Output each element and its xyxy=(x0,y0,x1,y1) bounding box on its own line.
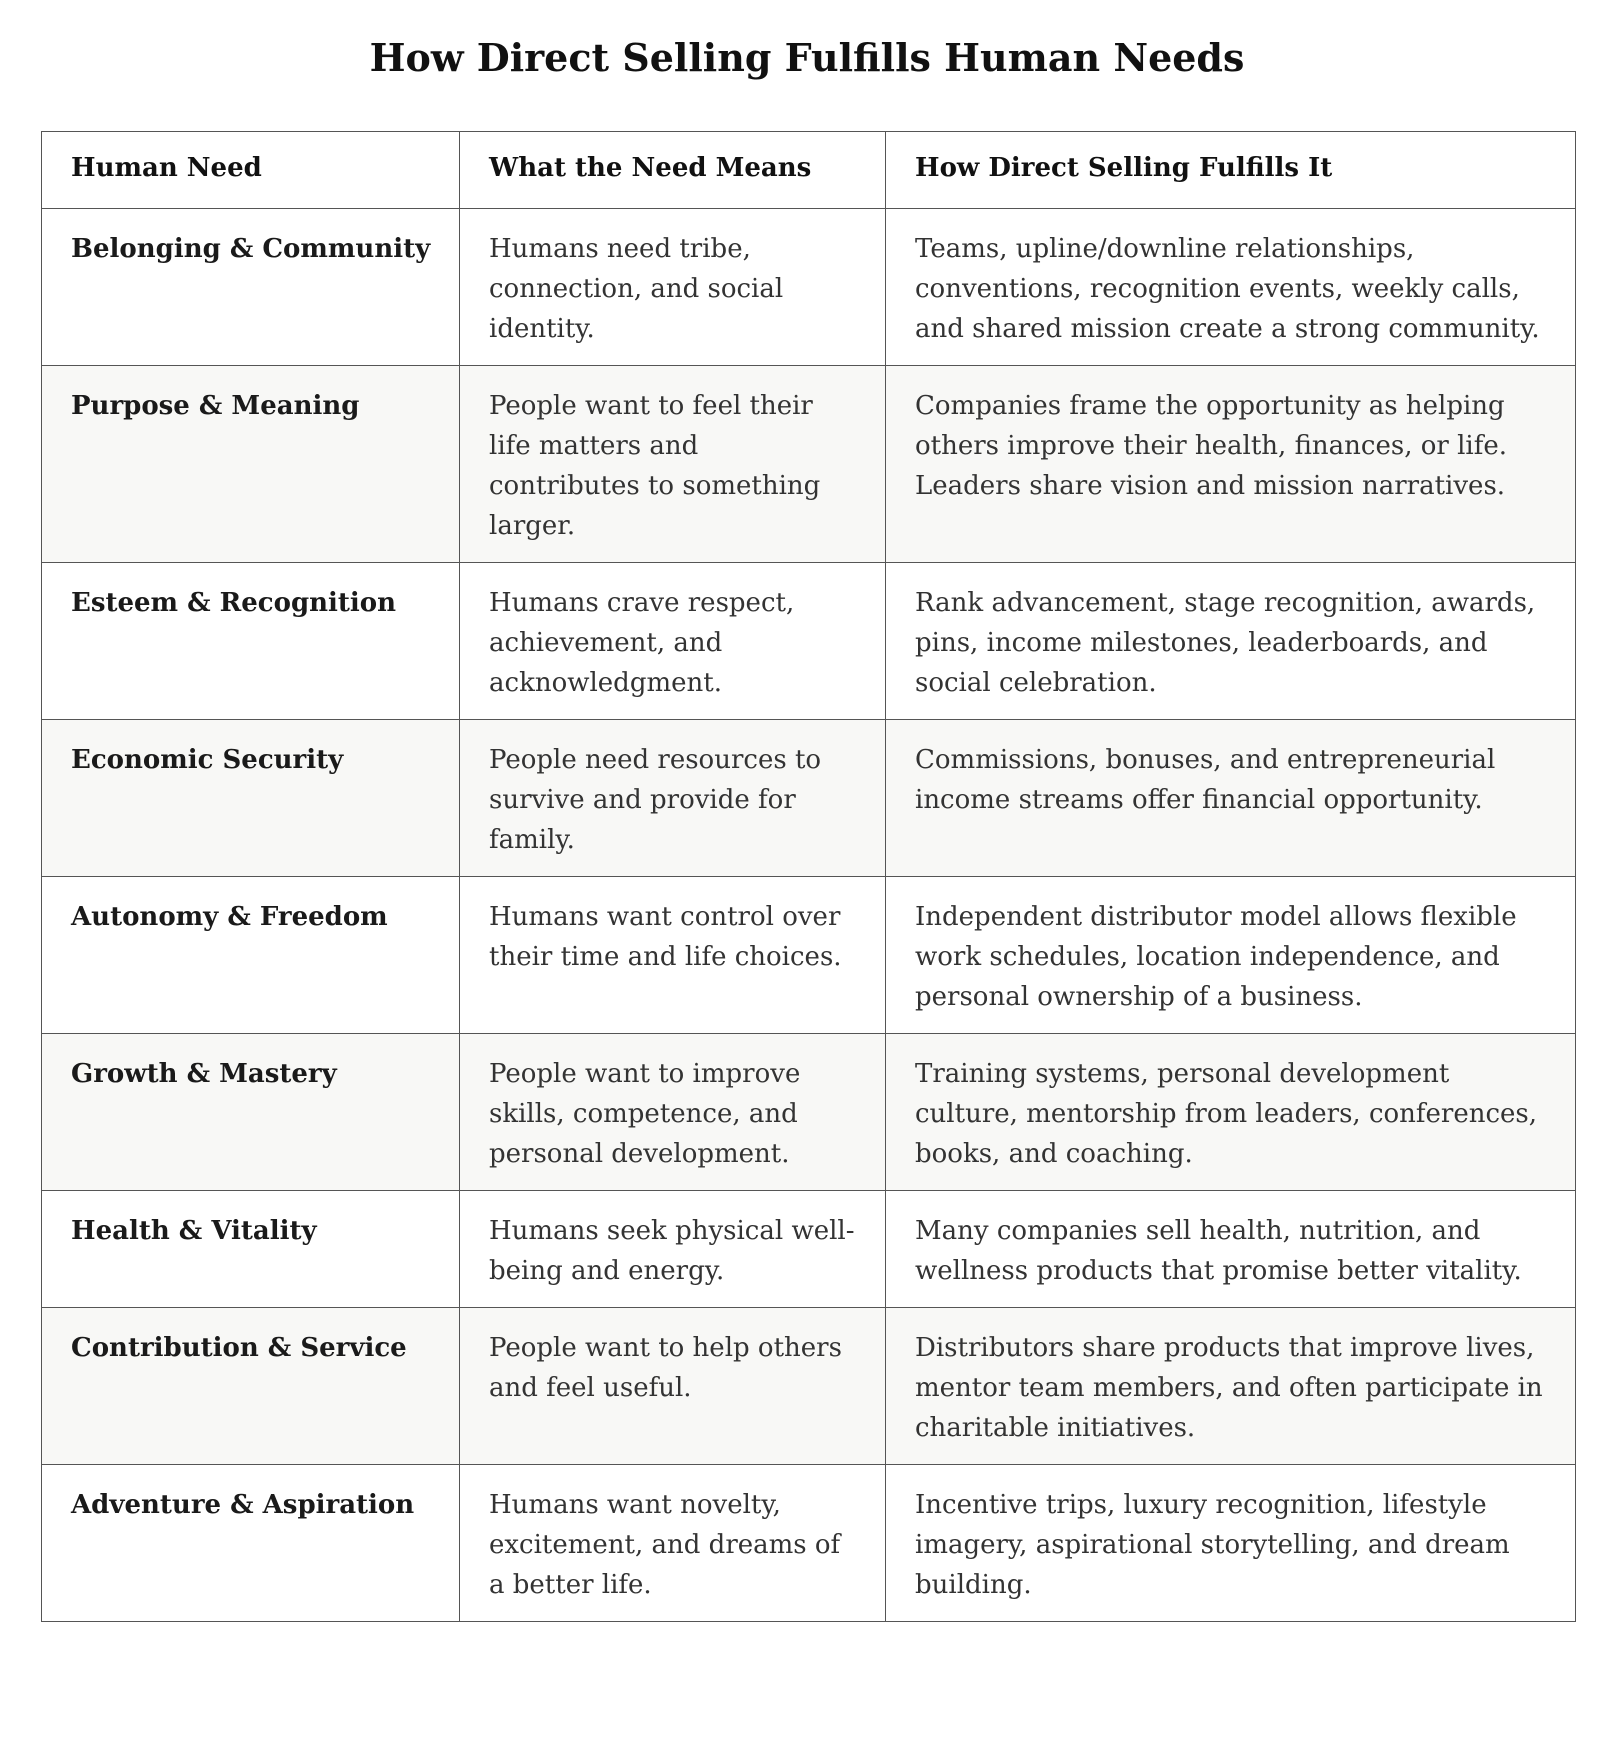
need-meaning-cell: Humans seek physical well-being and energy. xyxy=(460,1191,886,1308)
page-title: How Direct Selling Fulfills Human Needs xyxy=(369,35,1245,80)
need-meaning-cell: Humans want control over their time and life choices. xyxy=(460,877,886,1034)
fulfillment-cell: Rank advancement, stage recognition, awards, pins, income milestones, leaderboards, and social celebration. xyxy=(886,563,1576,720)
fulfillment-cell: Independent distributor model allows flexible work schedules, location independence, and personal ownership of a business. xyxy=(886,877,1576,1034)
fulfillment-cell: Distributors share products that improve lives, mentor team members, and often participate in charitable initiatives. xyxy=(886,1308,1576,1465)
header-human-need: Human Need xyxy=(42,132,460,209)
need-name-cell: Economic Security xyxy=(42,720,460,877)
need-name-cell: Belonging & Community xyxy=(42,209,460,366)
fulfillment-cell: Training systems, personal development culture, mentorship from leaders, conferences, books, and coaching. xyxy=(886,1034,1576,1191)
header-need-meaning: What the Need Means xyxy=(460,132,886,209)
table-row xyxy=(42,1191,1576,1308)
need-name-cell: Growth & Mastery xyxy=(42,1034,460,1191)
need-name-cell: Contribution & Service xyxy=(42,1308,460,1465)
fulfillment-cell: Commissions, bonuses, and entrepreneurial income streams offer financial opportunity. xyxy=(886,720,1576,877)
table-row xyxy=(42,563,1576,720)
fulfillment-cell: Incentive trips, luxury recognition, lifestyle imagery, aspirational storytelling, and dream building. xyxy=(886,1465,1576,1622)
need-meaning-cell: Humans want novelty, excitement, and dreams of a better life. xyxy=(460,1465,886,1622)
table-row xyxy=(42,877,1576,1034)
need-meaning-cell: People want to feel their life matters and contributes to something larger. xyxy=(460,366,886,563)
table-row xyxy=(42,1308,1576,1465)
need-meaning-cell: Humans crave respect, achievement, and acknowledgment. xyxy=(460,563,886,720)
need-meaning-cell: Humans need tribe, connection, and social identity. xyxy=(460,209,886,366)
table-row xyxy=(42,209,1576,366)
table-header-row xyxy=(42,132,1576,209)
need-name-cell: Adventure & Aspiration xyxy=(42,1465,460,1622)
table-row xyxy=(42,1034,1576,1191)
table-row xyxy=(42,366,1576,563)
need-meaning-cell: People need resources to survive and provide for family. xyxy=(460,720,886,877)
fulfillment-cell: Companies frame the opportunity as helping others improve their health, finances, or life. Leaders share vision and mission narratives. xyxy=(886,366,1576,563)
need-name-cell: Autonomy & Freedom xyxy=(42,877,460,1034)
need-meaning-cell: People want to improve skills, competence, and personal development. xyxy=(460,1034,886,1191)
fulfillment-cell: Teams, upline/downline relationships, conventions, recognition events, weekly calls, and shared mission create a strong community. xyxy=(886,209,1576,366)
fulfillment-cell: Many companies sell health, nutrition, and wellness products that promise better vitality. xyxy=(886,1191,1576,1308)
table-row xyxy=(42,720,1576,877)
need-name-cell: Purpose & Meaning xyxy=(42,366,460,563)
need-meaning-cell: People want to help others and feel useful. xyxy=(460,1308,886,1465)
need-name-cell: Health & Vitality xyxy=(42,1191,460,1308)
need-name-cell: Esteem & Recognition xyxy=(42,563,460,720)
table-row xyxy=(42,1465,1576,1622)
header-fulfillment: How Direct Selling Fulfills It xyxy=(886,132,1576,209)
human-needs-table xyxy=(41,131,1576,1622)
